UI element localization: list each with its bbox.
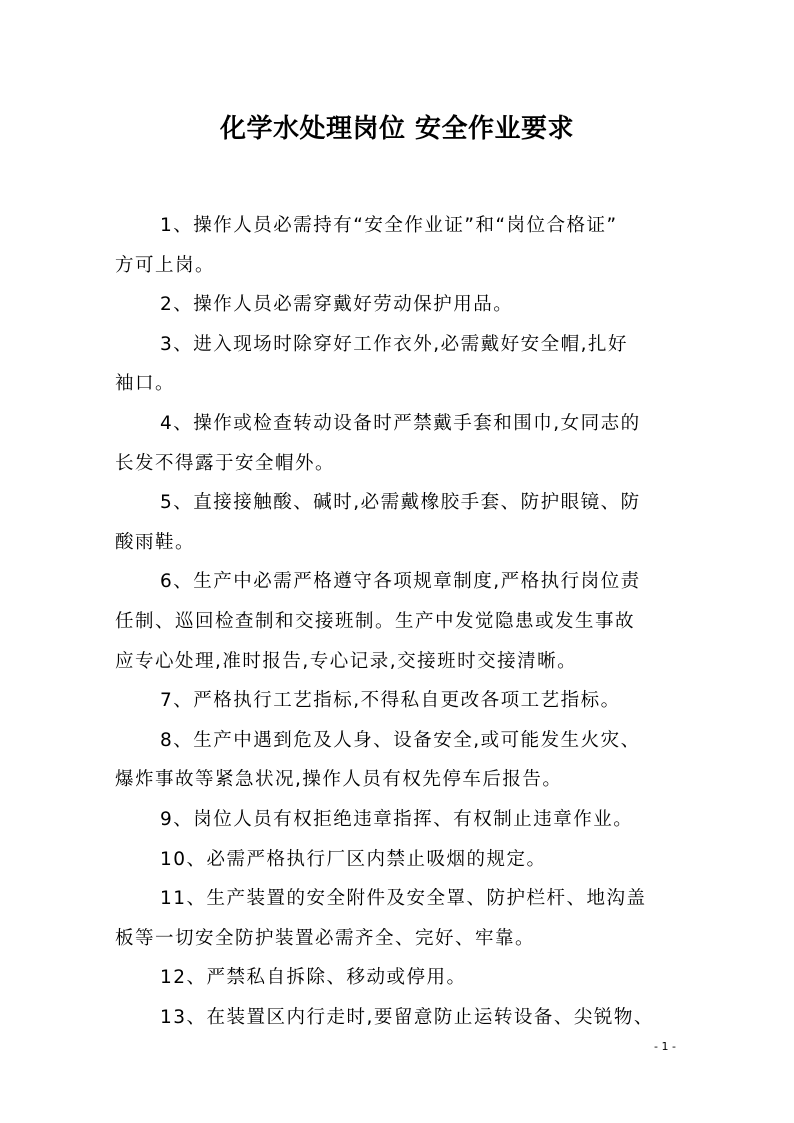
document-title: 化学水处理岗位 安全作业要求 — [219, 114, 575, 144]
paragraph-3 — [115, 325, 687, 404]
paragraph-line: 长发不得露于安全帽外。 — [115, 452, 336, 474]
paragraph-line: 10、必需严格执行厂区内禁止吸烟的规定。 — [160, 848, 547, 870]
paragraph-10 — [115, 840, 687, 880]
document-body — [115, 206, 687, 1037]
paragraph-7 — [115, 681, 687, 721]
paragraph-6 — [115, 562, 687, 681]
page-number: - 1 - — [654, 1040, 676, 1053]
paragraph-line: 方可上岗。 — [115, 254, 216, 276]
paragraph-5 — [115, 483, 687, 562]
paragraph-8 — [115, 721, 687, 800]
paragraph-line: 板等一切安全防护装置必需齐全、完好、牢靠。 — [115, 927, 536, 949]
paragraph-line: 4、操作或检查转动设备时严禁戴手套和围巾,女同志的 — [160, 412, 641, 434]
paragraph-11 — [115, 879, 687, 958]
paragraph-12 — [115, 958, 687, 998]
paragraph-line: 袖口。 — [115, 373, 176, 395]
paragraph-line: 13、在装置区内行走时,要留意防止运转设备、尖锐物、 — [160, 1006, 654, 1028]
paragraph-line: 9、岗位人员有权拒绝违章指挥、有权制止违章作业。 — [160, 808, 634, 830]
paragraph-line: 6、生产中必需严格遵守各项规章制度,严格执行岗位责 — [160, 571, 641, 593]
paragraph-1 — [115, 206, 687, 285]
paragraph-line: 任制、巡回检查制和交接班制。生产中发觉隐患或发生事故 — [115, 610, 636, 632]
paragraph-line: 2、操作人员必需穿戴好劳动保护用品。 — [160, 294, 514, 316]
paragraph-2 — [115, 285, 687, 325]
paragraph-line: 爆炸事故等紧急状况,操作人员有权先停车后报告。 — [115, 769, 563, 791]
paragraph-line: 7、严格执行工艺指标,不得私自更改各项工艺指标。 — [160, 690, 621, 712]
paragraph-line: 12、严禁私自拆除、移动或停用。 — [160, 967, 467, 989]
paragraph-13 — [115, 998, 687, 1038]
paragraph-9 — [115, 800, 687, 840]
paragraph-line: 酸雨鞋。 — [115, 531, 196, 553]
paragraph-line: 11、生产装置的安全附件及安全罩、防护栏杆、地沟盖 — [160, 888, 647, 910]
paragraph-line: 5、直接接触酸、碱时,必需戴橡胶手套、防护眼镜、防 — [160, 492, 641, 514]
paragraph-line: 应专心处理,准时报告,专心记录,交接班时交接清晰。 — [115, 650, 578, 672]
paragraph-line: 1、操作人员必需持有“安全作业证”和“岗位合格证” — [160, 215, 618, 236]
paragraph-4 — [115, 404, 687, 483]
paragraph-line: 8、生产中遇到危及人身、设备安全,或可能发生火灾、 — [160, 729, 641, 751]
paragraph-line: 3、进入现场时除穿好工作衣外,必需戴好安全帽,扎好 — [160, 333, 629, 355]
